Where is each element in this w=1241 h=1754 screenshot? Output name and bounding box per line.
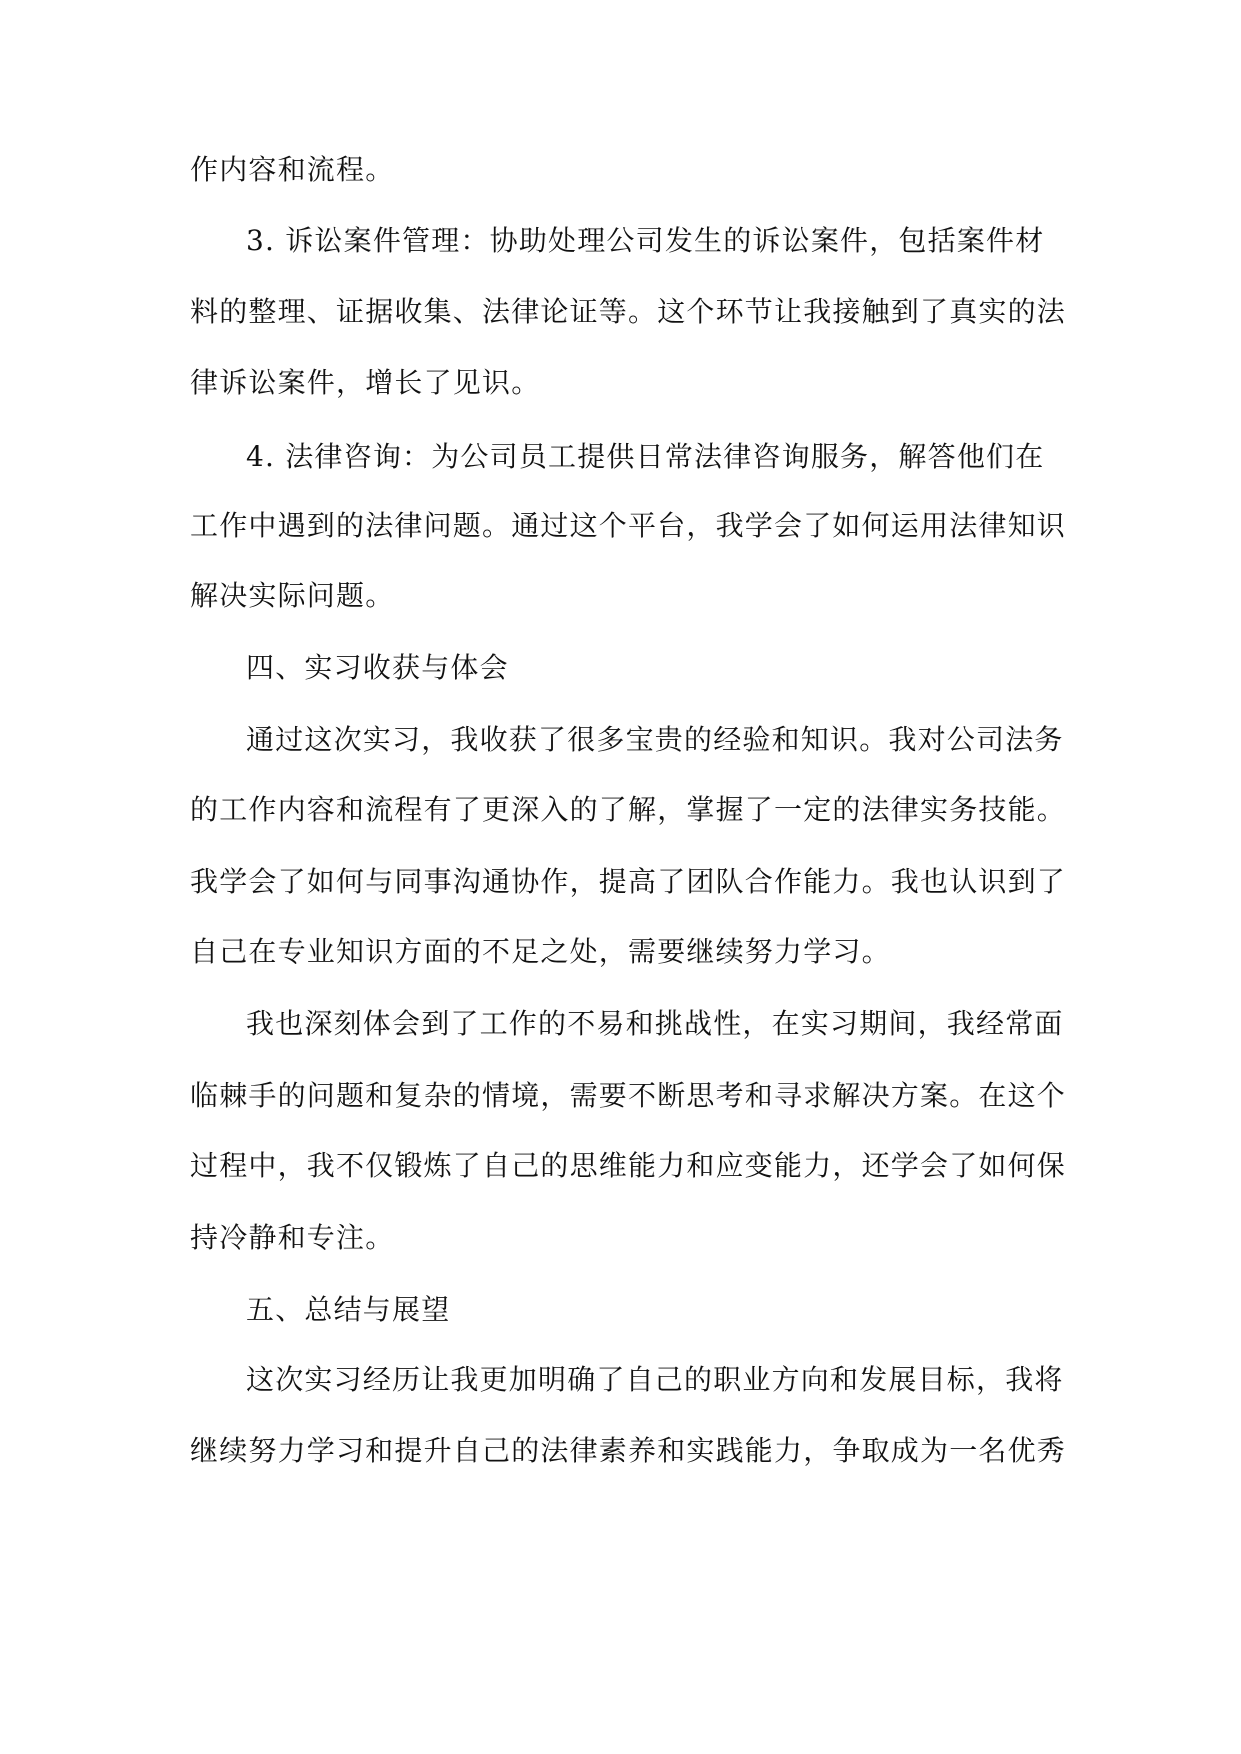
body-text-line: 作内容和流程。: [190, 153, 395, 186]
list-item-legal-consulting: 4. 法律咨询：为公司员工提供日常法律咨询服务，解答他们在: [246, 440, 1045, 473]
list-item-litigation: 3. 诉讼案件管理：协助处理公司发生的诉讼案件，包括案件材: [246, 224, 1045, 257]
body-text-line: 工作中遇到的法律问题。通过这个平台，我学会了如何运用法律知识: [190, 509, 1067, 542]
body-text-line: 解决实际问题。: [190, 579, 395, 612]
body-text-line: 的工作内容和流程有了更深入的了解，掌握了一定的法律实务技能。: [190, 793, 1067, 826]
body-text-line: 律诉讼案件，增长了见识。: [190, 366, 541, 399]
paragraph-first-line: 这次实习经历让我更加明确了自己的职业方向和发展目标，我将: [246, 1363, 1064, 1396]
body-text-line: 料的整理、证据收集、法律论证等。这个环节让我接触到了真实的法: [190, 295, 1067, 328]
body-text-line: 临棘手的问题和复杂的情境，需要不断思考和寻求解决方案。在这个: [190, 1079, 1067, 1112]
body-text-line: 继续努力学习和提升自己的法律素养和实践能力，争取成为一名优秀: [190, 1434, 1067, 1467]
paragraph-first-line: 我也深刻体会到了工作的不易和挑战性，在实习期间，我经常面: [246, 1007, 1064, 1040]
section-heading-gains: 四、实习收获与体会: [246, 651, 509, 684]
body-text-line: 过程中，我不仅锻炼了自己的思维能力和应变能力，还学会了如何保: [190, 1149, 1067, 1182]
paragraph-first-line: 通过这次实习，我收获了很多宝贵的经验和知识。我对公司法务: [246, 723, 1064, 756]
section-heading-summary: 五、总结与展望: [246, 1293, 451, 1326]
body-text-line: 持冷静和专注。: [190, 1221, 395, 1254]
body-text-line: 我学会了如何与同事沟通协作，提高了团队合作能力。我也认识到了: [190, 865, 1067, 898]
body-text-line: 自己在专业知识方面的不足之处，需要继续努力学习。: [190, 935, 891, 968]
